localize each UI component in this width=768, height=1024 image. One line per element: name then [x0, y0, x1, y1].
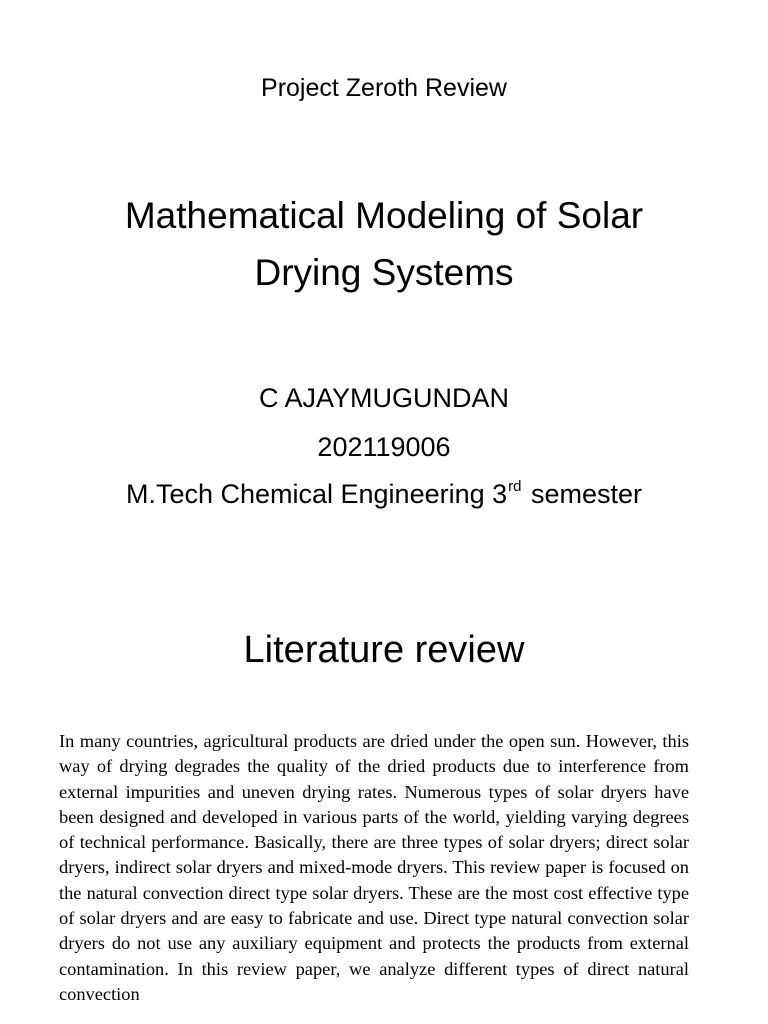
- program-info: [0, 474, 768, 514]
- roll-number: 202119006: [317, 432, 451, 462]
- literature-review-slide: [0, 560, 768, 1024]
- ordinal-suffix: rd: [508, 478, 522, 495]
- program-name: M.Tech Chemical Engineering 3: [125, 479, 508, 509]
- author-name: C AJAYMUGUNDAN: [258, 383, 510, 413]
- program-semester: semester: [523, 479, 643, 509]
- project-title-line-2: Drying Systems: [254, 252, 514, 293]
- review-label: Project Zeroth Review: [261, 74, 507, 102]
- abstract-paragraph: In many countries, agricultural products are dried under the open sun. However, this way of drying degrades the quality of the dried products due to interference from external impurities and uneven drying rates. Numerous types of solar dryers have been designed and developed in various parts of the world, yielding varying degrees of technical performance. Basically, there are three types of solar dryers; direct solar dryers, indirect solar dryers and mixed-mode dryers. This review paper is focused on the natural convection direct type solar dryers. These are the most cost effective type of solar dryers and are easy to fabricate and use. Direct type natural convection solar dryers do not use any auxiliary equipment and protects the products from external contamination. In this review paper, we analyze different types of direct natural convection: [59, 731, 689, 1004]
- section-heading: Literature review: [243, 629, 525, 671]
- project-title-line-1: Mathematical Modeling of Solar: [124, 195, 644, 236]
